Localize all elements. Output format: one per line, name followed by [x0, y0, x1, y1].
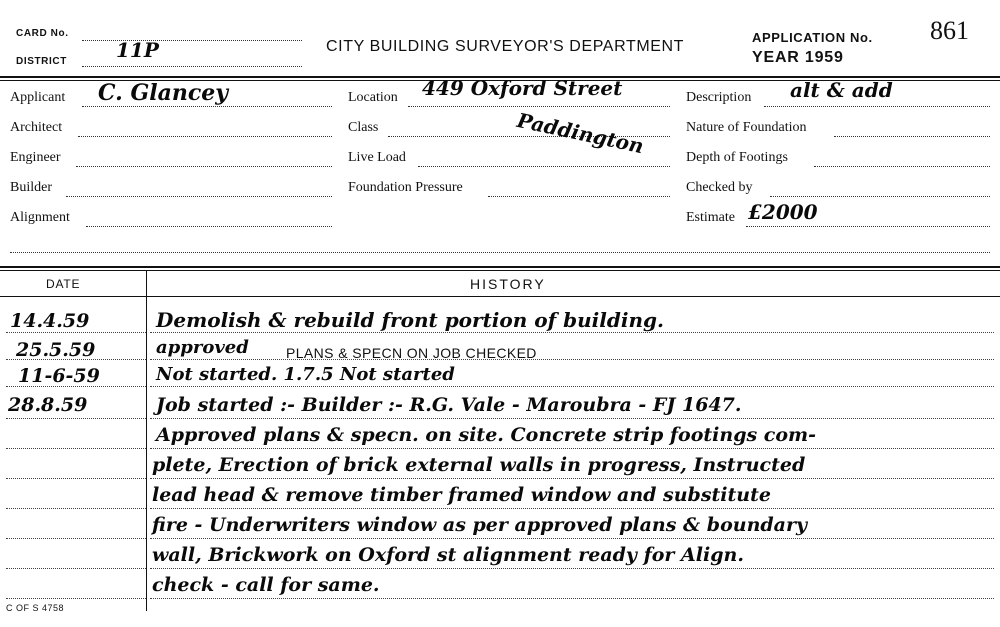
class-label: Class: [348, 120, 379, 135]
alignment-line: [86, 226, 332, 227]
department-title: CITY BUILDING SURVEYOR'S DEPARTMENT: [326, 38, 685, 55]
architect-line: [78, 136, 332, 137]
history-line: [150, 568, 994, 569]
applicant-value: C. Glancey: [98, 80, 229, 106]
description-value: alt & add: [790, 78, 893, 102]
row-text: lead head & remove timber framed window and substitute: [152, 484, 771, 506]
row-text: wall, Brickwork on Oxford st alignment ready for Align.: [152, 544, 744, 566]
history-line: [150, 359, 994, 360]
row-text: Not started. 1.7.5 Not started: [156, 364, 455, 385]
checked-by-label: Checked by: [686, 180, 753, 195]
history-line: [150, 508, 994, 509]
history-line: [150, 418, 994, 419]
card-no-label: CARD No.: [16, 28, 69, 39]
district-value: 11P: [116, 38, 159, 62]
row-text: plete, Erection of brick external walls in progress, Instructed: [152, 454, 806, 476]
alignment-label: Alignment: [10, 210, 70, 225]
estimate-line: [746, 226, 990, 227]
location-value: 449 Oxford Street: [422, 76, 623, 100]
history-line: [150, 598, 994, 599]
fields-bottom-line: [10, 252, 990, 253]
nature-of-foundation-label: Nature of Foundation: [686, 120, 807, 135]
district-line: [82, 66, 302, 67]
history-line: [150, 538, 994, 539]
location-line: [408, 106, 670, 107]
application-no-label: APPLICATION No.: [752, 30, 873, 45]
depth-of-footings-line: [814, 166, 990, 167]
row-text: check - call for same.: [152, 574, 380, 596]
foundation-pressure-line: [488, 196, 670, 197]
row-date: 11-6-59: [18, 365, 100, 387]
row-text: Demolish & rebuild front portion of building.: [156, 308, 664, 332]
nature-of-foundation-line: [834, 136, 990, 137]
table-rule-top: [0, 266, 1000, 268]
district-label: DISTRICT: [16, 56, 67, 67]
date-column-divider: [146, 271, 147, 611]
architect-label: Architect: [10, 120, 63, 135]
date-line: [6, 598, 146, 599]
engineer-label: Engineer: [10, 150, 61, 165]
row-text: approved: [156, 337, 249, 358]
date-header: DATE: [46, 277, 81, 291]
checked-by-line: [770, 196, 990, 197]
location-label: Location: [348, 90, 398, 105]
history-line: [150, 332, 994, 333]
history-line: [150, 478, 994, 479]
builder-label: Builder: [10, 180, 52, 195]
date-line: [6, 568, 146, 569]
date-line: [6, 332, 146, 333]
card-no-line: [82, 40, 302, 41]
class-value: Paddington: [515, 108, 646, 159]
foundation-pressure-label: Foundation Pressure: [348, 180, 463, 195]
description-line: [764, 106, 990, 107]
year-label: YEAR 1959: [752, 49, 844, 66]
table-rule-header: [0, 296, 1000, 297]
live-load-label: Live Load: [348, 150, 406, 165]
estimate-label: Estimate: [686, 210, 735, 225]
row-date: 14.4.59: [10, 310, 90, 332]
table-rule-top-2: [0, 270, 1000, 271]
form-code: C OF S 4758: [6, 603, 65, 613]
applicant-line: [82, 106, 332, 107]
builder-line: [66, 196, 332, 197]
history-line: [150, 448, 994, 449]
history-line: [150, 386, 994, 387]
depth-of-footings-label: Depth of Footings: [686, 150, 788, 165]
live-load-line: [418, 166, 670, 167]
date-line: [6, 508, 146, 509]
date-line: [6, 418, 146, 419]
row-date: 28.8.59: [8, 394, 88, 416]
estimate-value: £2000: [748, 200, 818, 224]
date-line: [6, 538, 146, 539]
date-line: [6, 478, 146, 479]
engineer-line: [76, 166, 332, 167]
row-date: 25.5.59: [16, 339, 96, 361]
description-label: Description: [686, 90, 752, 105]
row-text: Job started :- Builder :- R.G. Vale - Maroubra - FJ 1647.: [156, 394, 742, 416]
date-line: [6, 448, 146, 449]
row-text: fire - Underwriters window as per approved plans & boundary: [152, 514, 808, 536]
row-text: Approved plans & specn. on site. Concrete strip footings com-: [156, 424, 817, 446]
applicant-label: Applicant: [10, 90, 66, 105]
row-printed-stamp: PLANS & SPECN ON JOB CHECKED: [286, 345, 537, 361]
application-number: 861: [930, 16, 969, 45]
history-header: HISTORY: [470, 276, 546, 292]
